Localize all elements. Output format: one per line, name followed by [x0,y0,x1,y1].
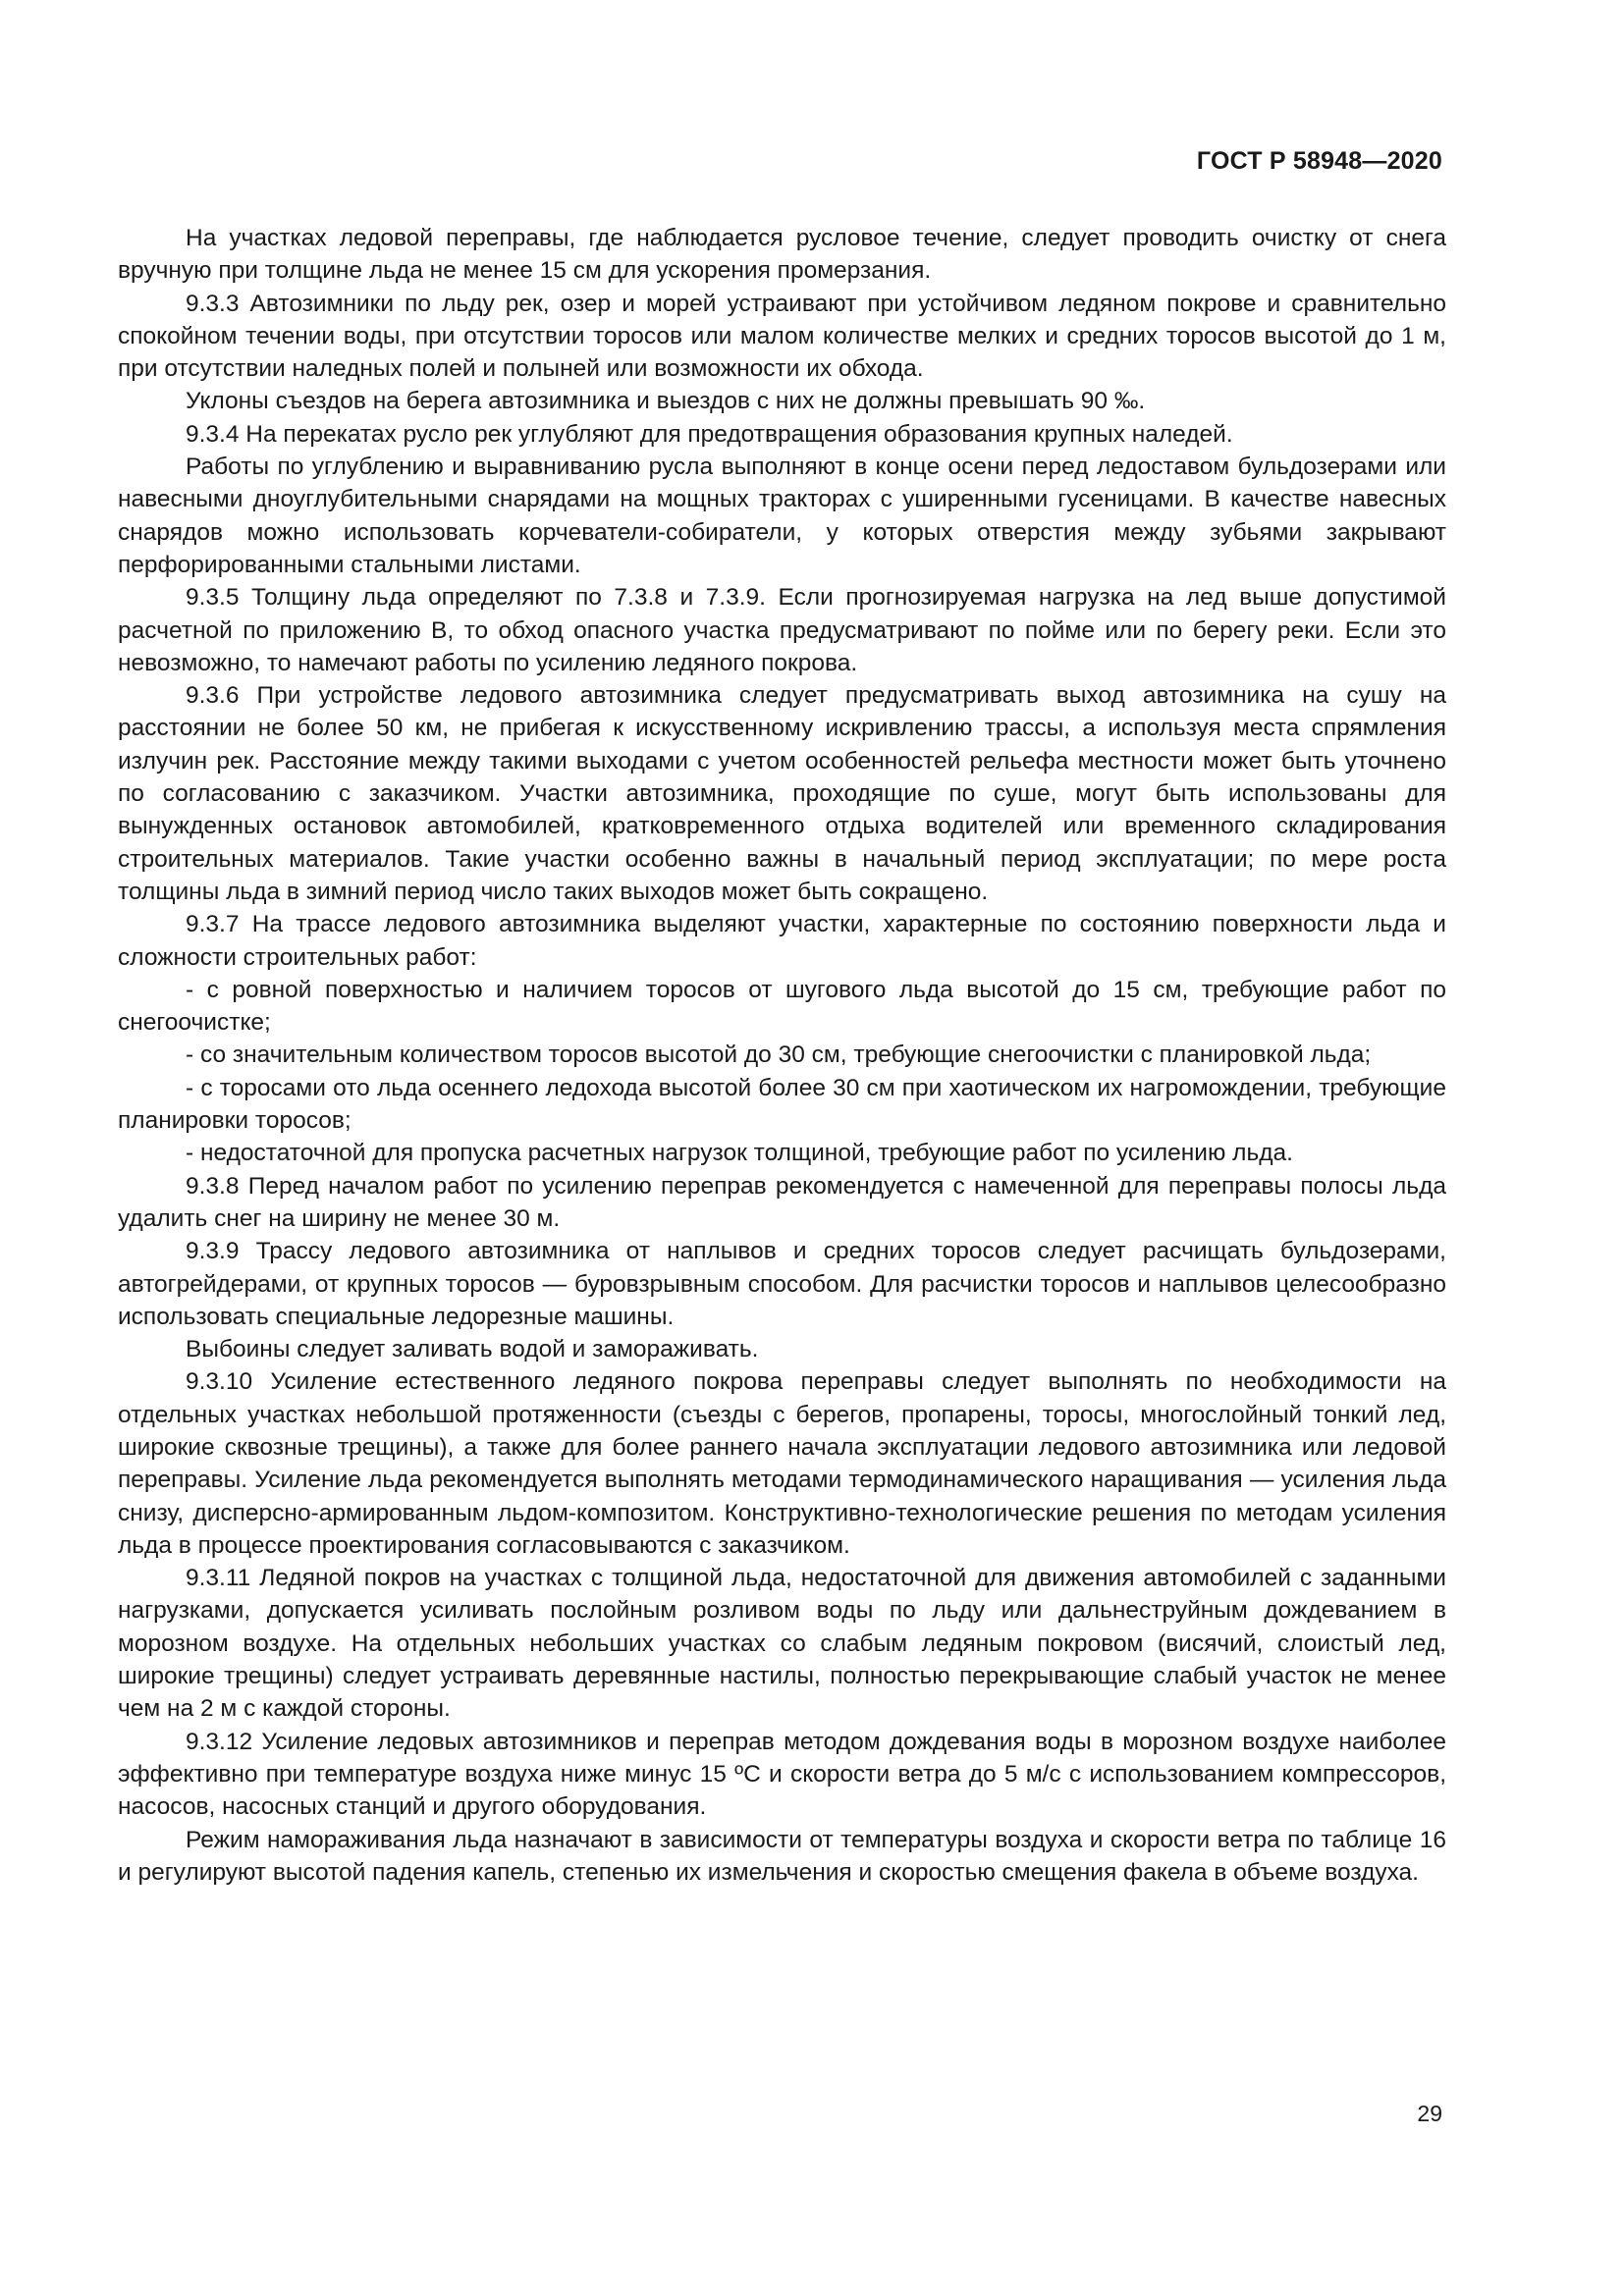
list-item: - с ровной поверхностью и наличием торосов от шугового льда высотой до 15 см, требующие работ по снегоочистке; [118,976,1446,1037]
paragraph: Выбоины следует заливать водой и замораживать. [186,1336,759,1363]
paragraph: 9.3.8 Перед началом работ по усилению переправ рекомендуется с намеченной для переправы полосы льда удалить снег на ширину не менее 30 м. [118,1172,1446,1232]
page-number: 29 [1417,2101,1442,2126]
paragraph: Работы по углублению и выравниванию русла выполняют в конце осени перед ледоставом бульдозерами или навесными дноуглубительными снарядами на мощных тракторах с уширенными гусеницами. В качестве навесных снарядов можно использовать корчеватели-собиратели, у которых отверстия между зубьями закрывают перфорированными стальными листами. [118,454,1446,578]
paragraph: 9.3.10 Усиление естественного ледяного покрова переправы следует выполнять по необходимости на отдельных участках небольшой протяженности (съезды с берегов, пропарены, торосы, многослойный тонкий лед, широкие сквозные трещины), а также для более раннего начала эксплуатации ледового автозимника или ледовой переправы. Усиление льда рекомендуется выполнять методами термодинамического наращивания — усиления льда снизу, дисперсно-армированным льдом-композитом. Конструктивно-технологические решения по методам усиления льда в процессе проектирования согласовываются с заказчиком. [118,1368,1446,1559]
paragraph: 9.3.9 Трассу ледового автозимника от наплывов и средних торосов следует расчищать бульдозерами, автогрейдерами, от крупных торосов — буровзрывным способом. Для расчистки торосов и наплывов целесообразно использовать специальные ледорезные машины. [118,1238,1446,1330]
paragraph: 9.3.7 На трассе ледового автозимника выделяют участки, характерные по состоянию поверхности льда и сложности строительных работ: [118,911,1446,971]
document-header: ГОСТ Р 58948—2020 [1196,147,1442,175]
paragraph: Уклоны съездов на берега автозимника и выездов с них не должны превышать 90 ‰. [186,388,1146,415]
paragraph: 9.3.4 На перекатах русло рек углубляют для предотвращения образования крупных наледей. [186,420,1233,448]
paragraph: Режим намораживания льда назначают в зависимости от температуры воздуха и скорости ветра по таблице 16 и регулируют высотой падения капель, степенью их измельчения и скоростью смещения факела в объеме воздуха. [118,1826,1446,1886]
list-item: - с торосами ото льда осеннего ледохода высотой более 30 см при хаотическом их нагромождении, требующие планировки торосов; [118,1074,1446,1135]
paragraph: 9.3.12 Усиление ледовых автозимников и переправ методом дождевания воды в морозном воздухе наиболее эффективно при температуре воздуха ниже минус 15 ºС и скорости ветра до 5 м/с с использованием компрессоров, насосов, насосных станций и другого оборудования. [118,1728,1446,1821]
paragraph: 9.3.3 Автозимники по льду рек, озер и морей устраивают при устойчивом ледяном покрове и сравнительно спокойном течении воды, при отсутствии торосов или малом количестве мелких и средних торосов высотой до 1 м, при отсутствии наледных полей и полыней или возможности их обхода. [118,290,1446,383]
paragraph: 9.3.5 Толщину льда определяют по 7.3.8 и 7.3.9. Если прогнозируемая нагрузка на лед выше допустимой расчетной по приложению В, то обход опасного участка предусматривают по пойме или по берегу реки. Если это невозможно, то намечают работы по усилению ледяного покрова. [118,584,1446,676]
paragraph: 9.3.6 При устройстве ледового автозимника следует предусматривать выход автозимника на сушу на расстоянии не более 50 км, не прибегая к искусственному искривлению трассы, а используя места спрямления излучин рек. Расстояние между такими выходами с учетом особенностей рельефа местности может быть уточнено по согласованию с заказчиком. Участки автозимника, проходящие по суше, могут быть использованы для вынужденных остановок автомобилей, кратковременного отдыха водителей или временного складирования строительных материалов. Такие участки особенно важны в начальный период эксплуатации; по мере роста толщины льда в зимний период число таких выходов может быть сокращено. [118,682,1446,905]
list-item: - со значительным количеством торосов высотой до 30 см, требующие снегоочистки с планировкой льда; [186,1041,1372,1069]
paragraph: На участках ледовой переправы, где наблюдается русловое течение, следует проводить очистку от снега вручную при толщине льда не менее 15 см для ускорения промерзания. [118,225,1446,285]
list-item: - недостаточной для пропуска расчетных нагрузок толщиной, требующие работ по усилению льда. [186,1140,1293,1167]
paragraph: 9.3.11 Ледяной покров на участках с толщиной льда, недостаточной для движения автомобилей с заданными нагрузками, допускается усиливать послойным розливом воды по льду или дальнеструйным дождеванием в морозном воздухе. На отдельных небольших участках со слабым ледяным покровом (висячий, слоистый лед, широкие трещины) следует устраивать деревянные настилы, полностью перекрывающие слабый участок не менее чем на 2 м с каждой стороны. [118,1565,1446,1723]
document-body [118,222,1446,1889]
